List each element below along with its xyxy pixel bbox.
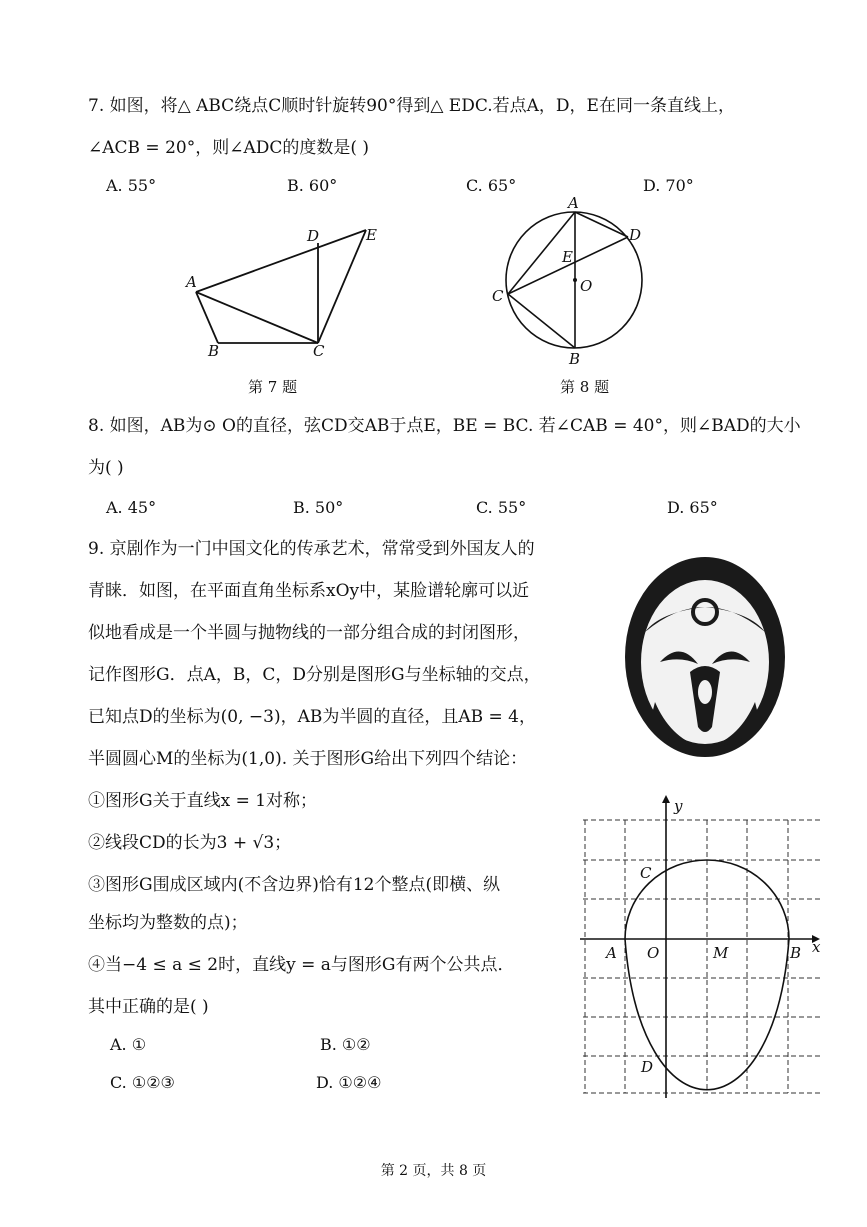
q8-stem-line1: 8. 如图，AB为⊙ O的直径，弦CD交AB于点E，BE = BC. 若∠CAB = 40°，则∠BAD的大小	[88, 416, 801, 436]
q9-stem-line2: 青睐．如图，在平面直角坐标系xOy中，某脸谱轮廓可以近	[88, 581, 530, 601]
q9-stem-line3: 似地看成是一个半圆与抛物线的一部分组合成的封闭图形，	[88, 623, 530, 643]
graph-label-a: A	[606, 944, 617, 962]
graph-label-m: M	[713, 944, 729, 962]
q9-question: 其中正确的是( )	[88, 997, 209, 1017]
q8-label-o: O	[580, 277, 593, 295]
graph-label-y: y	[674, 797, 683, 815]
q8-label-d: D	[629, 226, 642, 244]
q8-label-c: C	[492, 287, 504, 305]
q7-label-b: B	[208, 342, 220, 360]
page-footer: 第 2 页，共 8 页	[380, 1163, 487, 1179]
graph-label-b: B	[790, 944, 802, 962]
graph-label-d: D	[641, 1058, 654, 1076]
opera-mask-image	[620, 552, 790, 762]
q9-statement-3: ③图形G围成区域内(不含边界)恰有12个整点(即横、纵	[88, 875, 501, 895]
q8-stem-line2: 为( )	[88, 458, 124, 478]
q7-label-c: C	[313, 342, 325, 360]
q9-stem-line5: 已知点D的坐标为(0, −3)，AB为半圆的直径，且AB = 4，	[88, 707, 536, 727]
q7-stem-line1: 7. 如图，将△ ABC绕点C顺时针旋转90°得到△ EDC.若点A，D，E在同一条直线上，	[88, 96, 735, 116]
q9-option-c: C. ①②③	[110, 1073, 175, 1092]
q9-stem-line4: 记作图形G．点A，B，C，D分别是图形G与坐标轴的交点，	[88, 665, 541, 685]
q8-option-a: A. 45°	[106, 498, 157, 517]
q7-option-b: B. 60°	[287, 176, 338, 195]
q7-option-d: D. 70°	[643, 176, 694, 195]
q7-stem-line2: ∠ACB = 20°，则∠ADC的度数是( )	[88, 138, 370, 158]
q9-option-d: D. ①②④	[316, 1073, 382, 1092]
q9-statement-4: ④当−4 ≤ a ≤ 2时，直线y = a与图形G有两个公共点．	[88, 955, 515, 975]
q8-option-d: D. 65°	[667, 498, 718, 517]
q7-option-c: C. 65°	[466, 176, 517, 195]
q7-label-d: D	[307, 227, 320, 245]
q9-graph	[580, 795, 825, 1095]
q9-statement-2: ②线段CD的长为3 + √3；	[88, 833, 292, 853]
q7-caption: 第 7 题	[248, 378, 298, 396]
q9-statement-3-cont: 坐标均为整数的点)；	[88, 913, 248, 933]
q8-caption: 第 8 题	[560, 378, 610, 396]
q9-stem-line6: 半圆圆心M的坐标为(1,0). 关于图形G给出下列四个结论：	[88, 749, 528, 769]
q8-option-c: C. 55°	[476, 498, 527, 517]
q7-label-a: A	[186, 273, 197, 291]
q7-option-a: A. 55°	[106, 176, 157, 195]
q8-label-b: B	[569, 350, 581, 368]
graph-label-x: x	[812, 938, 821, 956]
q9-option-a: A. ①	[110, 1035, 147, 1054]
q8-figure	[0, 0, 867, 420]
q9-stem-line1: 9. 京剧作为一门中国文化的传承艺术，常常受到外国友人的	[88, 539, 535, 559]
q9-option-b: B. ①②	[320, 1035, 371, 1054]
q9-statement-1: ①图形G关于直线x = 1对称；	[88, 791, 318, 811]
graph-label-c: C	[640, 864, 652, 882]
q8-option-b: B. 50°	[293, 498, 344, 517]
graph-label-o: O	[647, 944, 660, 962]
q8-label-a: A	[568, 194, 579, 212]
q8-label-e: E	[562, 248, 573, 266]
q7-label-e: E	[366, 226, 377, 244]
